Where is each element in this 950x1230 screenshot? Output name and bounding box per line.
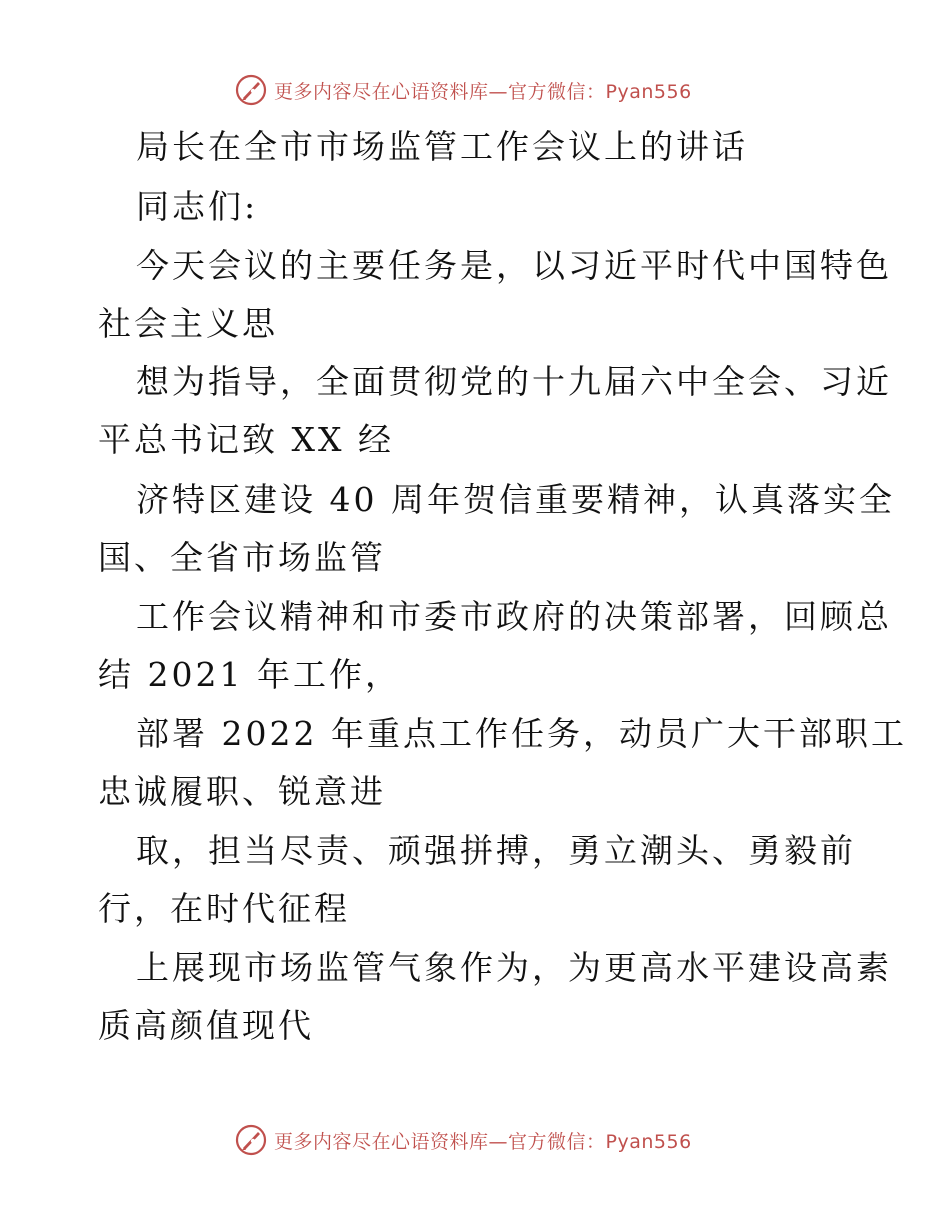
header-watermark <box>234 72 754 108</box>
footer-watermark <box>234 1122 754 1158</box>
paragraph-line: 结 2021 年工作， <box>98 655 401 694</box>
paragraph-line: 社会主义思 <box>98 304 278 343</box>
paragraph-line: 上展现市场监管气象作为，为更高水平建设高素 <box>136 948 892 987</box>
document-title: 局长在全市市场监管工作会议上的讲话 <box>136 127 748 166</box>
paragraph-line: 部署 2022 年重点工作任务，动员广大干部职工 <box>136 714 907 753</box>
paragraph-line: 质高颜值现代 <box>98 1006 314 1045</box>
paragraph-line: 今天会议的主要任务是，以习近平时代中国特色 <box>136 246 892 285</box>
paragraph-line: 工作会议精神和市委市政府的决策部署，回顾总 <box>136 597 892 636</box>
paragraph-line: 行，在时代征程 <box>98 889 350 928</box>
paragraph-line: 国、全省市场监管 <box>98 538 386 577</box>
quill-pen-icon <box>234 1123 268 1157</box>
paragraph-line: 取，担当尽责、顽强拼搏，勇立潮头、勇毅前 <box>136 831 856 870</box>
paragraph-line: 济特区建设 40 周年贺信重要精神，认真落实全 <box>136 480 895 519</box>
paragraph-line: 想为指导，全面贯彻党的十九届六中全会、习近 <box>136 362 892 401</box>
quill-pen-icon <box>234 73 268 107</box>
salutation: 同志们: <box>136 187 259 226</box>
paragraph-line: 忠诚履职、锐意进 <box>98 772 386 811</box>
paragraph-line: 平总书记致 XX 经 <box>98 420 394 459</box>
watermark-text: 更多内容尽在心语资料库—官方微信：Pyan556 <box>274 1130 692 1153</box>
watermark-text: 更多内容尽在心语资料库—官方微信：Pyan556 <box>274 80 692 103</box>
